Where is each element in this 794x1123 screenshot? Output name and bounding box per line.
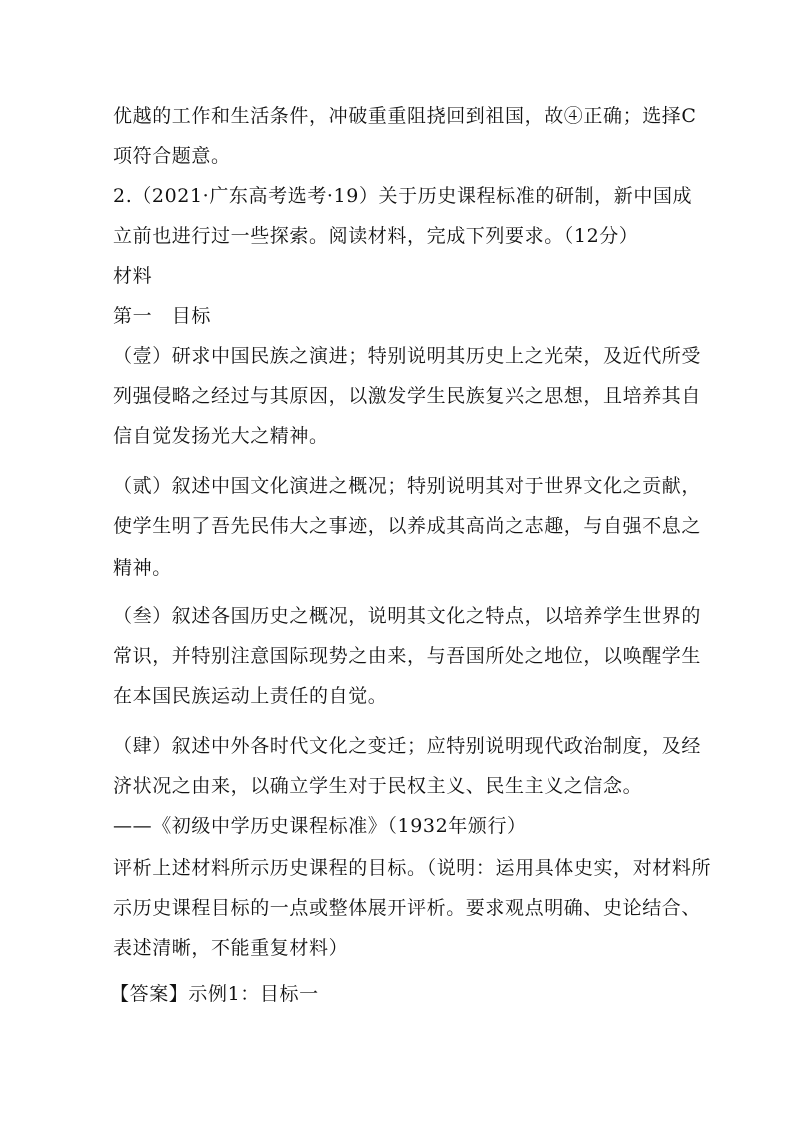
text-line: 列强侵略之经过与其原因，以激发学生民族复兴之思想，且培养其自 xyxy=(113,385,702,407)
text-line: 在本国民族运动上责任的自觉。 xyxy=(113,685,388,707)
text-line: （壹）研求中国民族之演进；特别说明其历史上之光荣，及近代所受 xyxy=(113,345,702,367)
text-line: 常识，并特别注意国际现势之由来，与吾国所处之地位，以唤醒学生 xyxy=(113,645,702,667)
text-line: 信自觉发扬光大之精神。 xyxy=(113,425,329,447)
answer-line: 【答案】示例1：目标一 xyxy=(110,983,319,1005)
text-line: 优越的工作和生活条件，冲破重重阻挠回到祖国，故④正确；选择C xyxy=(113,105,697,127)
text-line: （叁）叙述各国历史之概况，说明其文化之特点，以培养学生世界的 xyxy=(113,605,702,627)
text-line: 济状况之由来，以确立学生对于民权主义、民生主义之信念。 xyxy=(113,775,643,797)
text-line: 使学生明了吾先民伟大之事迹，以养成其高尚之志趣，与自强不息之 xyxy=(113,515,702,537)
text-line: 项符合题意。 xyxy=(113,145,231,167)
text-line: （肆）叙述中外各时代文化之变迁；应特别说明现代政治制度，及经 xyxy=(113,735,702,757)
text-line: 评析上述材料所示历史课程的目标。（说明：运用具体史实，对材料所 xyxy=(113,857,712,879)
material-label: 材料 xyxy=(113,265,153,287)
section-title: 第一 目标 xyxy=(113,305,212,327)
text-line: 表述清晰，不能重复材料） xyxy=(113,937,349,959)
source-citation: ——《初级中学历史课程标准》（1932年颁行） xyxy=(113,815,527,837)
text-line: （贰）叙述中国文化演进之概况；特别说明其对于世界文化之贡献， xyxy=(113,475,702,497)
text-line: 立前也进行过一些探索。阅读材料，完成下列要求。（12分） xyxy=(113,225,639,247)
text-line: 精神。 xyxy=(113,557,172,579)
question-heading: 2.（2021·广东高考选考·19）关于历史课程标准的研制，新中国成 xyxy=(113,185,693,207)
text-line: 示历史课程目标的一点或整体展开评析。要求观点明确、史论结合、 xyxy=(113,897,702,919)
